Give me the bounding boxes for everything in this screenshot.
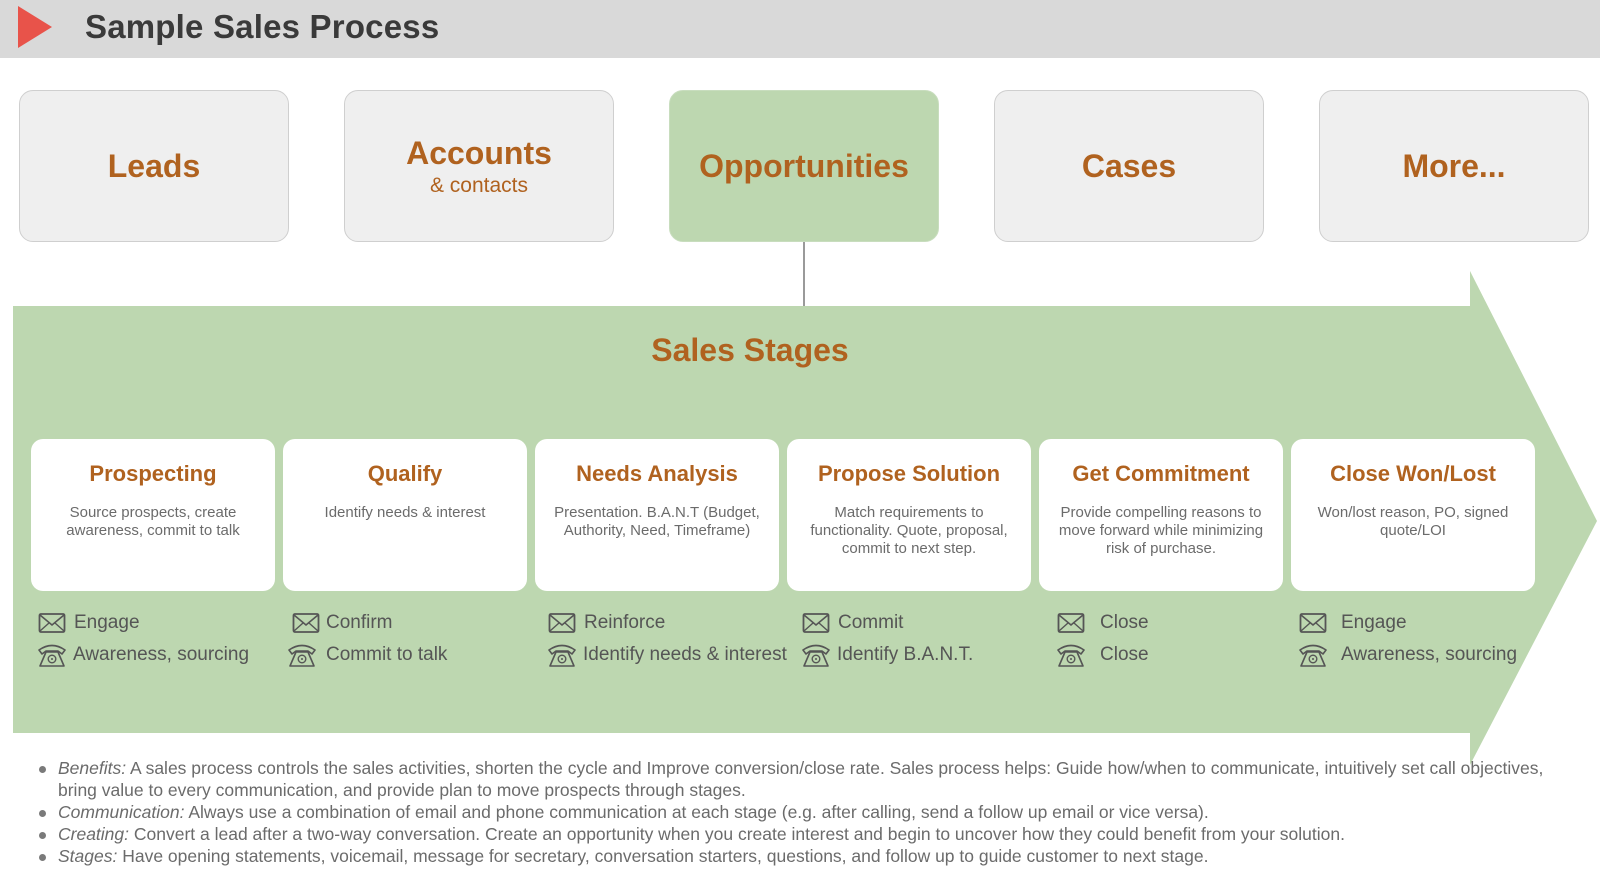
- phone-action-label: Identify needs & interest: [583, 644, 787, 665]
- stage-description: Provide compelling reasons to move forward while minimizing risk of purchase.: [1058, 504, 1264, 557]
- phone-action: [1056, 642, 1149, 668]
- email-action-label: Engage: [74, 612, 140, 633]
- stage-name: Propose Solution: [817, 461, 1001, 486]
- note-term: Creating:: [58, 824, 130, 844]
- stage-description: Won/lost reason, PO, signed quote/LOI: [1317, 504, 1509, 539]
- stage-card-prospecting[interactable]: [31, 439, 275, 591]
- phone-icon: [287, 642, 317, 668]
- phone-action-label: Close: [1100, 644, 1149, 665]
- phone-icon: [37, 642, 67, 668]
- email-action: [1057, 610, 1149, 636]
- note-text: Always use a combination of email and phone communication at each stage (e.g. after calling, send a follow up email or vice versa).: [184, 802, 1209, 822]
- stage-card-propose-solution[interactable]: [787, 439, 1031, 591]
- module-label: Opportunities: [699, 147, 909, 184]
- envelope-icon: [1299, 612, 1327, 634]
- email-action-label: Confirm: [326, 612, 393, 633]
- envelope-icon: [802, 612, 830, 634]
- bullet: [39, 810, 46, 817]
- note-text: Convert a lead after a two-way conversation. Create an opportunity when you create interest and begin to uncover how they could benefit from your solution.: [129, 824, 1345, 844]
- email-action: [292, 610, 393, 636]
- email-action: [38, 610, 140, 636]
- module-label: Cases: [1081, 147, 1177, 184]
- notes-list: [36, 757, 1566, 867]
- stage-card-get-commitment[interactable]: [1039, 439, 1283, 591]
- phone-action-label: Commit to talk: [326, 644, 448, 665]
- phone-icon: [1298, 642, 1328, 668]
- phone-action: [547, 642, 787, 668]
- phone-action-label: Identify B.A.N.T.: [837, 644, 974, 665]
- stage-card-needs-analysis[interactable]: [535, 439, 779, 591]
- stage-card-qualify[interactable]: [283, 439, 527, 591]
- note-term: Stages:: [58, 846, 118, 866]
- phone-icon: [547, 642, 577, 668]
- stage-name: Prospecting: [89, 461, 217, 486]
- note-benefits: [36, 757, 1566, 801]
- stage-name: Needs Analysis: [576, 461, 738, 486]
- bullet: [39, 766, 46, 773]
- envelope-icon: [292, 612, 320, 634]
- module-label: Accounts: [406, 134, 552, 171]
- module-sublabel: & contacts: [429, 173, 529, 197]
- phone-action: [287, 642, 447, 668]
- email-action-label: Commit: [838, 612, 904, 633]
- email-action: [802, 610, 903, 636]
- envelope-icon: [38, 612, 66, 634]
- module-label: Leads: [107, 147, 201, 184]
- connector-line: [803, 242, 805, 306]
- note-term: Benefits:: [58, 758, 127, 778]
- email-action-label: Reinforce: [584, 612, 666, 633]
- page-title: Sample Sales Process: [85, 8, 440, 45]
- bullet: [39, 832, 46, 839]
- phone-action-label: Awareness, sourcing: [1341, 644, 1518, 665]
- phone-icon: [1056, 642, 1086, 668]
- stage-description: Identify needs & interest: [324, 504, 486, 521]
- note-creating: [36, 823, 1566, 845]
- stage-name: Close Won/Lost: [1330, 461, 1496, 486]
- phone-action: [801, 642, 973, 668]
- stage-description: Match requirements to functionality. Quote, proposal, commit to next step.: [810, 504, 1008, 557]
- phone-action: [37, 642, 249, 668]
- note-text: A sales process controls the sales activities, shorten the cycle and Improve conversion/close rate. Sales process helps: Guide how/when to communicate, intuitively set call objectives, bring value to every communication, and provide plan to move prospects through stages.: [58, 758, 1544, 800]
- note-term: Communication:: [58, 802, 185, 822]
- bullet: [39, 854, 46, 861]
- sales-stages-title: Sales Stages: [651, 332, 849, 368]
- email-action-label: Close: [1100, 612, 1149, 633]
- stage-name: Get Commitment: [1072, 461, 1250, 486]
- phone-action: [1298, 642, 1517, 668]
- stage-description: Presentation. B.A.N.T (Budget, Authority, Need, Timeframe): [554, 504, 760, 539]
- envelope-icon: [548, 612, 576, 634]
- phone-action-label: Awareness, sourcing: [73, 644, 250, 665]
- module-label: More...: [1402, 147, 1506, 184]
- note-communication: [36, 801, 1566, 823]
- note-stages: [36, 845, 1566, 867]
- note-text: Have opening statements, voicemail, message for secretary, conversation starters, questions, and follow up to guide customer to next stage.: [117, 846, 1209, 866]
- email-action-label: Engage: [1341, 612, 1407, 633]
- email-action: [1299, 610, 1407, 636]
- envelope-icon: [1057, 612, 1085, 634]
- email-action: [548, 610, 665, 636]
- phone-icon: [801, 642, 831, 668]
- stage-card-close-won-lost[interactable]: [1291, 439, 1535, 591]
- stage-description: Source prospects, create awareness, commit to talk: [66, 504, 240, 539]
- stage-name: Qualify: [367, 461, 443, 486]
